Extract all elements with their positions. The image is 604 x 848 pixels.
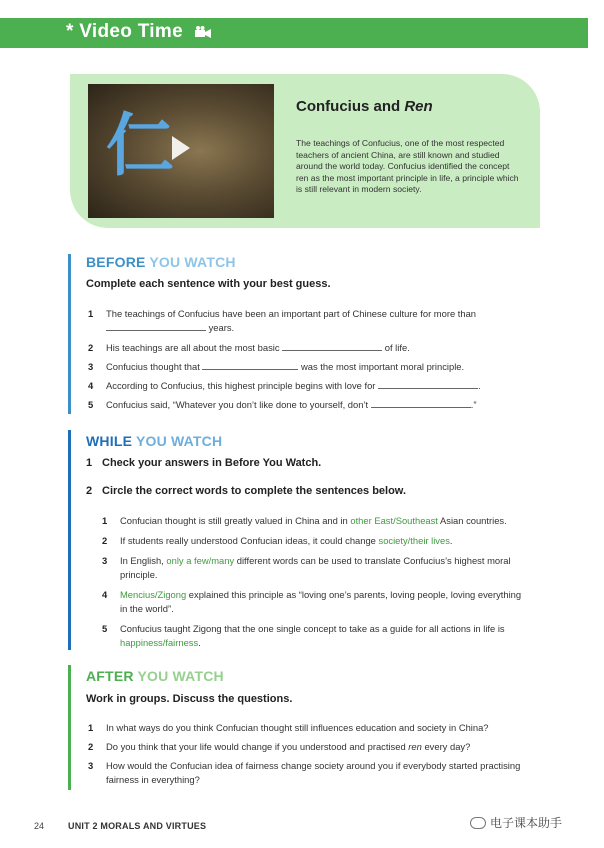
video-thumbnail[interactable]: [88, 84, 274, 218]
play-icon[interactable]: [172, 136, 190, 160]
after-section-bar: [68, 665, 71, 790]
answer-blank[interactable]: [106, 321, 206, 331]
before-heading: BEFORE YOU WATCH: [86, 254, 236, 270]
answer-blank[interactable]: [371, 398, 471, 408]
while-heading: WHILE YOU WATCH: [86, 433, 223, 449]
while-task-2: 2 Circle the correct words to complete the sentences below.: [86, 485, 407, 497]
before-section-bar: [68, 254, 71, 414]
after-instruction: Work in groups. Discuss the questions.: [86, 693, 293, 705]
video-camera-icon: [195, 26, 211, 38]
ren-character: 仁: [106, 106, 175, 186]
chat-bubble-icon: [470, 817, 486, 829]
after-heading: AFTER YOU WATCH: [86, 668, 224, 684]
choice-options[interactable]: happiness/fairness: [120, 636, 199, 648]
video-card: [70, 74, 540, 228]
banner-title: * Video Time: [66, 21, 211, 43]
choice-options[interactable]: society/their lives: [378, 535, 450, 546]
video-title: Confucius and Ren: [296, 98, 433, 115]
video-description: The teachings of Confucius, one of the most respected teachers of ancient China, are still known and studied around the world today. Confucius identified the concept ren as the most important principle in life, a principle which is still relevant in modern society.: [296, 138, 519, 194]
while-section-bar: [68, 430, 71, 650]
answer-blank[interactable]: [202, 360, 298, 370]
choice-options[interactable]: only a few/many: [166, 555, 235, 566]
watermark: 电子课本助手: [470, 814, 562, 831]
while-task-1: 1 Check your answers in Before You Watch.: [86, 457, 322, 469]
before-instruction: Complete each sentence with your best guess.: [86, 278, 331, 290]
choice-options[interactable]: Mencius/Zigong: [120, 589, 187, 600]
answer-blank[interactable]: [282, 341, 382, 351]
answer-blank[interactable]: [378, 379, 478, 389]
choice-options[interactable]: other East/Southeast: [350, 515, 438, 526]
unit-label: UNIT 2 MORALS AND VIRTUES: [68, 821, 207, 831]
page-number: 24: [34, 821, 45, 831]
section-banner: [0, 18, 588, 48]
